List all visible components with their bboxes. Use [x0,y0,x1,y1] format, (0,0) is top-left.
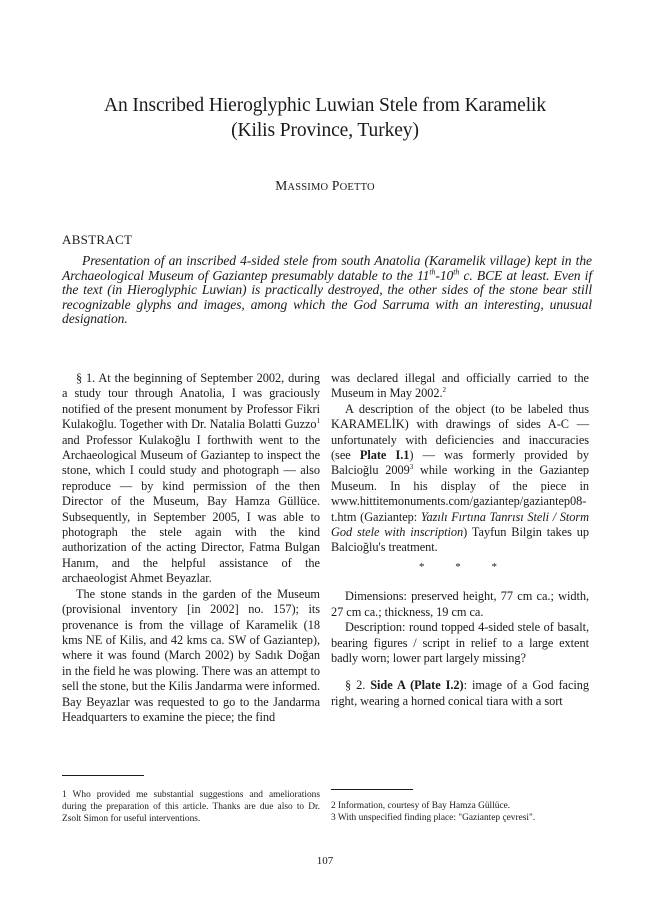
footnote-ref-1[interactable]: 1 [316,417,320,426]
footnote-ref-3[interactable]: 3 [409,463,414,472]
abstract-heading: ABSTRACT [62,232,133,247]
paragraph-side-a: § 2. Side A (Plate I.2): image of a God facing right, wearing a horned conical tiara with a sort [331,678,590,708]
side-a-heading: Side A (Plate I.2) [370,678,464,693]
paragraph-stele-description: Description: round topped 4-sided stele of basalt, bearing figures / script in relief to a large extent badly worn; lower part largely missing? [331,620,589,665]
body-column-right [331,371,589,709]
paragraph-2: The stone stands in the garden of the Museum (provisional inventory [in 2002] no. 157); its provenance is from the village of Karamelik (18 kms NE of Kilis, and 42 kms ca. SW of Gaziantep), where it was found (March 2002) by Sadık Doğan in the field he was plowing. There was an attempt to sell the stone, but the Kilis Jandarma were informed. Bay Beyazlar was requested to go to the Jandarma Headquarters to examine the piece; the find [62,586,320,724]
footnote-rule-left [62,775,144,776]
title-line-2: (Kilis Province, Turkey) [231,120,419,141]
plate-reference: Plate I.1 [359,448,410,463]
paragraph-1: § 1. At the beginning of September 2002, during a study tour through Anatolia, I was graciously notified of the present monument by Professor Fikri Kulakoğlu. Together with Dr. Natalia Bolatti Guzzo$^1$ and Professor Kulakoğlu I forthwith went to the Archaeological Museum of Gaziantep to inspect the stone, which I could study and photograph — also reproduce — by kind permission of the then Director of the Museum, Bay Hamza Güllüce. Subsequently, in September 2005, I was able to photograph the stele again with the kind authorization of the acting Director, Fatma Bulgan Hanım, and the helpful assistance of the archaeologist Ahmet Beyazlar. [62,371,320,586]
body-column-left [62,371,320,725]
author-name: MASSIMO POETTO [275,178,375,193]
section-separator: * * * [419,560,511,573]
footnote-ref-2[interactable]: 2 [442,386,446,395]
footnote-2: 2 Information, courtesy of Bay Hamza Güllüce. [331,801,511,811]
paragraph-description: A description of the object (to be labeled thus KARAMELİK) with drawings of sides A-C — unfortunately with deficiencies and inaccuracies (see Plate I.1) — was formerly provided by Balcioğlu 2009$^3$ while working in the Gaziantep Museum. In his display of the piece in www.hittitemonuments.com/gaziantep/gaziantep08-t.htm (Gaziantep: Yazılı Fırtına Tanrısı Steli / Storm God stele with inscription) Tayfun Bilgin takes up Balcioğlu's treatment. [331,401,589,555]
paragraph-dimensions: Dimensions: preserved height, 77 cm ca.; width, 27 cm ca.; thickness, 19 cm ca. [331,589,589,619]
footnotes-right [331,800,589,824]
article-title [60,93,590,143]
paragraph-continued: was declared illegal and officially carried to the Museum in May 2002.$^2$ [331,371,589,401]
abstract-text: Presentation of an inscribed 4-sided stele from south Anatolia (Karamelik village) kept in the Archaeological Museum of Gaziantep presumably datable to the 11th-10th c. BCE at least. Even if the text (in Hieroglyphic Luwian) is practically destroyed, the other sides of the stone bear still recognizable glyphs and images, among which the God Sarruma with an interesting, unusual designation. [62,253,592,327]
footnote-1: 1 Who provided me substantial suggestions and ameliorations during the preparation of this article. Thanks are due also to Dr. Zsolt Simon for useful interventions. [62,790,320,825]
web-title: Yazılı Fırtına Tanrısı Steli / Storm God stele with inscription [331,509,589,540]
title-line-1: An Inscribed Hieroglyphic Luwian Stele from Karamelik [104,95,546,116]
footnote-rule-right [331,789,413,790]
page-number: 107 [316,855,334,867]
footnote-3: 3 With unspecified finding place: "Gaziantep çevresi". [331,813,536,824]
